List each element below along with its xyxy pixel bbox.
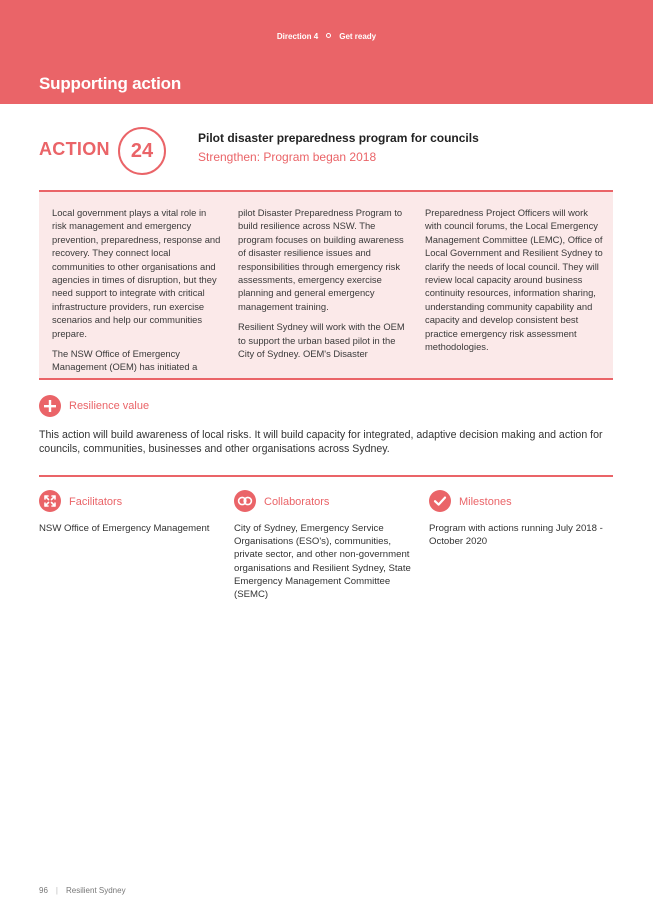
- action-subtitle: Strengthen: Program began 2018: [198, 150, 377, 164]
- milestones-text: Program with actions running July 2018 - October 2020: [429, 523, 603, 548]
- expand-arrows-icon: [39, 490, 61, 512]
- paragraph: Local government plays a vital role in risk management and emergency prevention, preparedness, response and recovery. They connect local communities to other organisations and agencies in times of disruption, but they need support to integrate with critical infrastructure providers, run exercise scenarios and help our communities prepare.: [52, 207, 221, 339]
- breadcrumb-direction: Direction 4: [276, 32, 319, 41]
- collaborators-text: City of Sydney, Emergency Service Organisations (ESO's), communities, private sector, and other non-government organisations and Resilient Sydney, State Emergency Management Committee (SEMC): [234, 523, 411, 601]
- panel-column-2: [238, 206, 412, 367]
- section-title: Supporting action: [39, 74, 182, 93]
- linked-rings-icon: [234, 490, 256, 512]
- collaborators-label: Collaborators: [264, 496, 330, 508]
- resilience-value-label: Resilience value: [69, 400, 150, 412]
- resilience-value-text: This action will build awareness of local risks. It will build capacity for integrated, adaptive decision making and action for councils, communities, businesses and other organisations across Sydney.: [39, 429, 603, 456]
- action-title: Pilot disaster preparedness program for councils: [198, 131, 479, 145]
- checkmark-icon: [429, 490, 451, 512]
- milestones-label: Milestones: [459, 496, 512, 508]
- paragraph: pilot Disaster Preparedness Program to build resilience across NSW. The program focuses on building awareness of disaster resilience issues and responsibilities through emergency risk assessments, emergency exercise planning and general emergency management training.: [238, 207, 404, 312]
- paragraph: The NSW Office of Emergency Management (OEM) has initiated a: [52, 348, 198, 373]
- action-number-badge: 24: [118, 127, 166, 175]
- plus-icon: [39, 395, 61, 417]
- facilitators-label: Facilitators: [69, 496, 123, 508]
- divider: [39, 475, 613, 477]
- breadcrumb: [0, 32, 653, 41]
- panel-column-1: [52, 206, 222, 381]
- publication-name: Resilient Sydney: [65, 886, 126, 895]
- action-description-panel: [39, 190, 613, 380]
- paragraph: Resilient Sydney will work with the OEM to support the urban based pilot in the City of Sydney. OEM's Disaster: [238, 321, 405, 360]
- page-header: [0, 0, 653, 104]
- action-label: ACTION: [39, 139, 110, 159]
- breadcrumb-topic: Get ready: [339, 32, 377, 41]
- paragraph: Preparedness Project Officers will work with council forums, the Local Emergency Management Committee (LEMC), Office of Local Government and Resilient Sydney to clarify the needs of local council. They will review local capacity around business continuity resources, information sharing, understanding community capability and capacity and develop consistent best practice emergency risk assessment methodologies.: [425, 207, 603, 353]
- bullet-icon: [326, 33, 331, 38]
- page-footer: [39, 886, 126, 895]
- footer-separator: |: [55, 886, 58, 895]
- facilitators-text: NSW Office of Emergency Management: [39, 523, 210, 534]
- page-number: 96: [39, 886, 48, 895]
- panel-column-3: [425, 206, 605, 360]
